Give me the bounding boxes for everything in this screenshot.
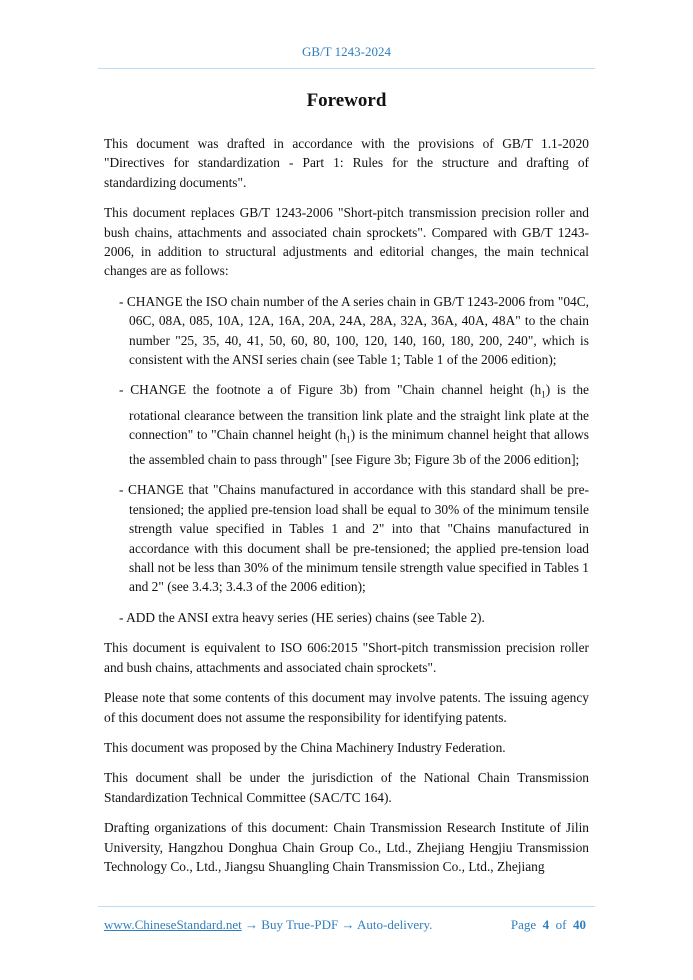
- of-label: of: [555, 917, 567, 932]
- chinesestandard-link[interactable]: www.ChineseStandard.net: [104, 917, 242, 932]
- paragraph: Please note that some contents of this document may involve patents. The issuing agency of this document does not assume the responsibility for identifying patents.: [104, 690, 589, 725]
- total-pages: 40: [573, 917, 586, 932]
- header-divider: [98, 68, 595, 69]
- change-list-item: - CHANGE the footnote a of Figure 3b) from "Chain channel height $(h_1)$ is the rotational clearance between the transition link plate and the straight link plate at the connection" to "Chain channel height $(h_1)$ is the minimum channel height that allows the assembled chain to pass through" [see Figure 3b; Figure 3b of the 2006 edition];: [119, 382, 589, 468]
- current-page: 4: [542, 917, 550, 932]
- paragraph: This document was proposed by the China Machinery Industry Federation.: [104, 739, 506, 755]
- paragraph: This document shall be under the jurisdiction of the National Chain Transmission Standardization Technical Committee (SAC/TC 164).: [104, 770, 589, 805]
- footer-tagline: → Buy True-PDF → Auto-delivery.: [241, 917, 433, 932]
- page-title: Foreword: [306, 90, 387, 111]
- footer-divider: [98, 906, 595, 907]
- paragraph: Drafting organizations of this document: Chain Transmission Research Institute of Jilin University, Hangzhou Donghua Chain Group Co., Ltd., Zhejiang Hengjiu Transmission Technology Co., Ltd., Jiangsu Shuangling Chain Transmission Co., Ltd., Zhejiang: [104, 820, 589, 874]
- paragraph: This document was drafted in accordance with the provisions of GB/T 1.1-2020 "Directives for standardization - Part 1: Rules for the structure and drafting of standardizing documents".: [104, 136, 589, 190]
- change-list-item: - ADD the ANSI extra heavy series (HE series) chains (see Table 2).: [119, 609, 485, 625]
- page-label: Page: [510, 917, 537, 932]
- page-number: [511, 917, 586, 933]
- change-list-item: - CHANGE that "Chains manufactured in accordance with this standard shall be pre-tensioned; the applied pre-tension load shall be equal to 30% of the minimum tensile strength value specified in Tables 1 and 2" into that "Chains manufactured in accordance with this document shall be pre-tensioned; the applied pre-tension load shall not be less than 30% of the minimum tensile strength value specified in Tables 1 and 2" (see 3.4.3; 3.4.3 of the 2006 edition);: [119, 482, 589, 595]
- paragraph: This document is equivalent to ISO 606:2015 "Short-pitch transmission precision roller and bush chains, attachments and associated chain sprockets".: [104, 640, 589, 675]
- paragraph: This document replaces GB/T 1243-2006 "Short-pitch transmission precision roller and bush chains, attachments and associated chain sprockets". Compared with GB/T 1243-2006, in addition to structural adjustments and editorial changes, the main technical changes are as follows:: [104, 205, 589, 279]
- document-body: [104, 134, 589, 887]
- page-footer: [104, 917, 586, 933]
- change-list-item: - CHANGE the ISO chain number of the A series chain in GB/T 1243-2006 from "04C, 06C, 08A, 085, 10A, 12A, 16A, 20A, 24A, 28A, 32A, 36A, 40A, 48A" to the chain number "25, 35, 40, 41, 50, 60, 80, 100, 120, 140, 160, 180, 200, 240", which is consistent with the ANSI series chain (see Table 1; Table 1 of the 2006 edition);: [119, 293, 589, 368]
- document-id-header: GB/T 1243-2024: [302, 44, 391, 59]
